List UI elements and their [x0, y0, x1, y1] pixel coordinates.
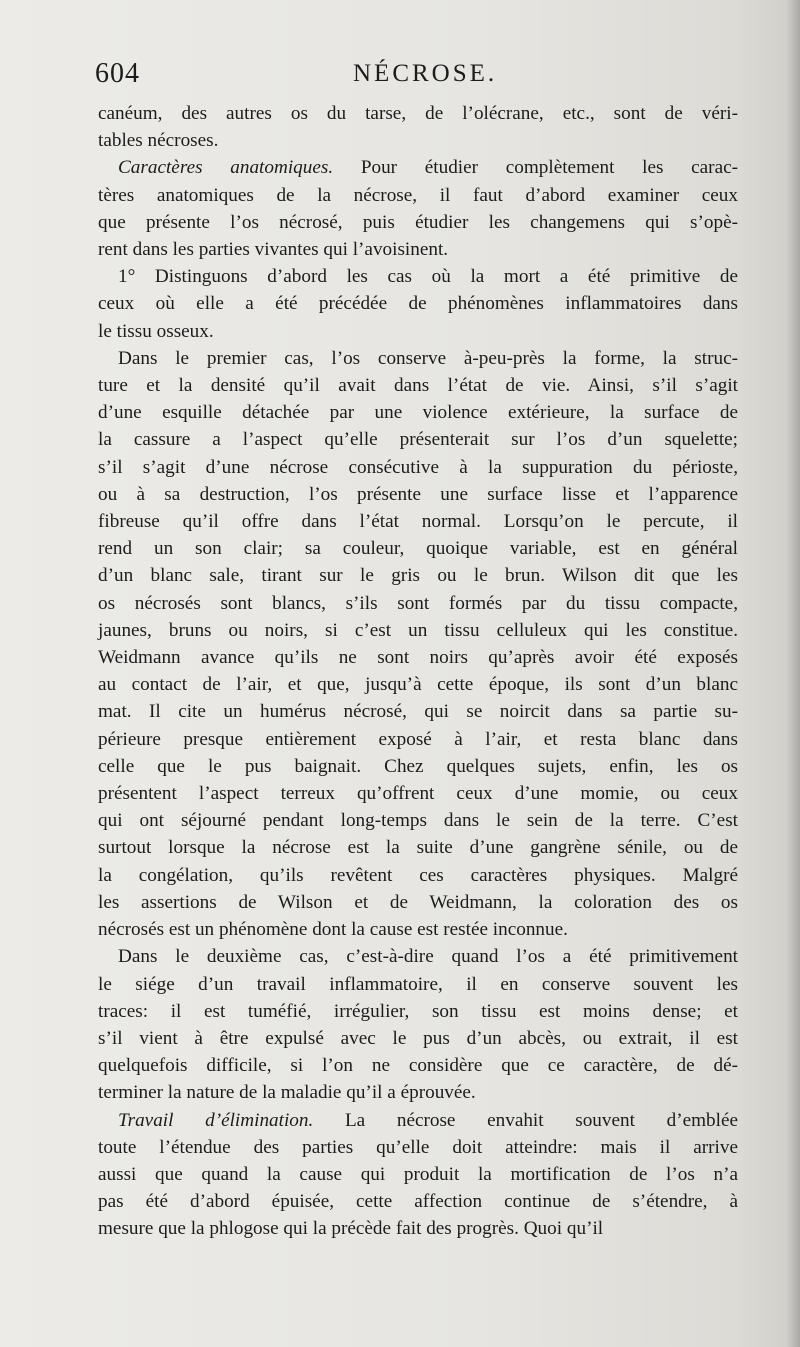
text-line: mesure que la phlogose qui la précède fait des progrès. Quoi qu’il — [98, 1218, 604, 1240]
text-line: Weidmann avance qu’ils ne sont noirs qu’après avoir été exposés — [98, 647, 738, 669]
page-header — [95, 58, 740, 90]
text-line: les assertions de Wilson et de Weidmann, la coloration des os — [98, 891, 738, 913]
text-line: aussi que quand la cause qui produit la mortification de l’os n’a — [98, 1163, 738, 1185]
text-line: la cassure a l’aspect qu’elle présenterait sur l’os d’un squelette; — [98, 429, 738, 451]
text-line: Dans le deuxième cas, c’est-à-dire quand l’os a été primitivement — [118, 946, 738, 968]
text-line: traces: il est tuméfié, irrégulier, son tissu est moins dense; et — [98, 1000, 738, 1022]
text-line: Dans le premier cas, l’os conserve à-peu-près la forme, la struc- — [118, 347, 738, 369]
text-line: d’une esquille détachée par une violence extérieure, la surface de — [98, 402, 738, 424]
text-line: que présente l’os nécrosé, puis étudier les changemens qui s’opè- — [98, 211, 738, 233]
italic-heading: Caractères anatomiques. — [118, 157, 334, 179]
text-line: s’il vient à être expulsé avec le pus d’un abcès, ou extrait, il est — [98, 1027, 738, 1049]
text-line: quelquefois difficile, si l’on ne considère que ce caractère, de dé- — [98, 1055, 738, 1077]
page-number: 604 — [95, 58, 140, 89]
text-line: surtout lorsque la nécrose est la suite d’une gangrène sénile, ou de — [98, 837, 738, 859]
text-line: 1° Distinguons d’abord les cas où la mort a été primitive de — [118, 266, 738, 288]
text-line: périeure presque entièrement exposé à l’air, et resta blanc dans — [98, 728, 738, 750]
text-line: toute l’étendue des parties qu’elle doit atteindre: mais il arrive — [98, 1136, 738, 1158]
text-line: rent dans les parties vivantes qui l’avoisinent. — [98, 239, 449, 261]
text-line: au contact de l’air, et que, jusqu’à cette époque, ils sont d’un blanc — [98, 674, 738, 696]
text-line: le tissu osseux. — [98, 320, 214, 342]
text-line: d’un blanc sale, tirant sur le gris ou le brun. Wilson dit que les — [98, 565, 738, 587]
text-line: s’il s’agit d’une nécrose consécutive à la suppuration du périoste, — [98, 456, 738, 478]
text-line: nécrosés est un phénomène dont la cause est restée inconnue. — [98, 919, 568, 941]
text-line: la congélation, qu’ils revêtent ces caractères physiques. Malgré — [98, 864, 738, 886]
running-title: NÉCROSE. — [353, 60, 498, 87]
text-line: terminer la nature de la maladie qu’il a éprouvée. — [98, 1082, 476, 1104]
body-text — [98, 100, 738, 1243]
text-line: fibreuse qu’il offre dans l’état normal. Lorsqu’on le percute, il — [98, 511, 738, 533]
text-line: rend un son clair; sa couleur, quoique variable, est en général — [98, 538, 738, 560]
text-line: présentent l’aspect terreux qu’offrent ceux d’une momie, ou ceux — [98, 783, 738, 805]
text-line: Caractères anatomiques. Pour étudier complètement les carac- — [118, 157, 738, 179]
text-line: qui ont séjourné pendant long-temps dans le sein de la terre. C’est — [98, 810, 738, 832]
text-line: os nécrosés sont blancs, s’ils sont formés par du tissu compacte, — [98, 592, 738, 614]
text-line: pas été d’abord épuisée, cette affection continue de s’étendre, à — [98, 1191, 738, 1213]
italic-heading: Travail d’élimination. — [118, 1109, 314, 1131]
text-line: le siége d’un travail inflammatoire, il en conserve souvent les — [98, 973, 738, 995]
text-line: canéum, des autres os du tarse, de l’olécrane, etc., sont de véri- — [98, 103, 738, 124]
text-line: ture et la densité qu’il avait dans l’état de vie. Ainsi, s’il s’agit — [98, 375, 738, 397]
page-edge-shadow — [786, 0, 800, 1347]
text-line: jaunes, bruns ou noirs, si c’est un tissu celluleux qui les constitue. — [98, 619, 738, 641]
text-line: celle que le pus baignait. Chez quelques sujets, enfin, les os — [98, 755, 738, 777]
text-line: mat. Il cite un humérus nécrosé, qui se noircit dans sa partie su- — [98, 701, 738, 723]
text-line: tables nécroses. — [98, 130, 219, 152]
text-line: Travail d’élimination. La nécrose envahit souvent d’emblée — [118, 1109, 738, 1131]
text-line: ou à sa destruction, l’os présente une surface lisse et l’apparence — [98, 483, 738, 505]
text-line: tères anatomiques de la nécrose, il faut d’abord examiner ceux — [98, 184, 738, 206]
text-line: ceux où elle a été précédée de phénomènes inflammatoires dans — [98, 293, 738, 315]
